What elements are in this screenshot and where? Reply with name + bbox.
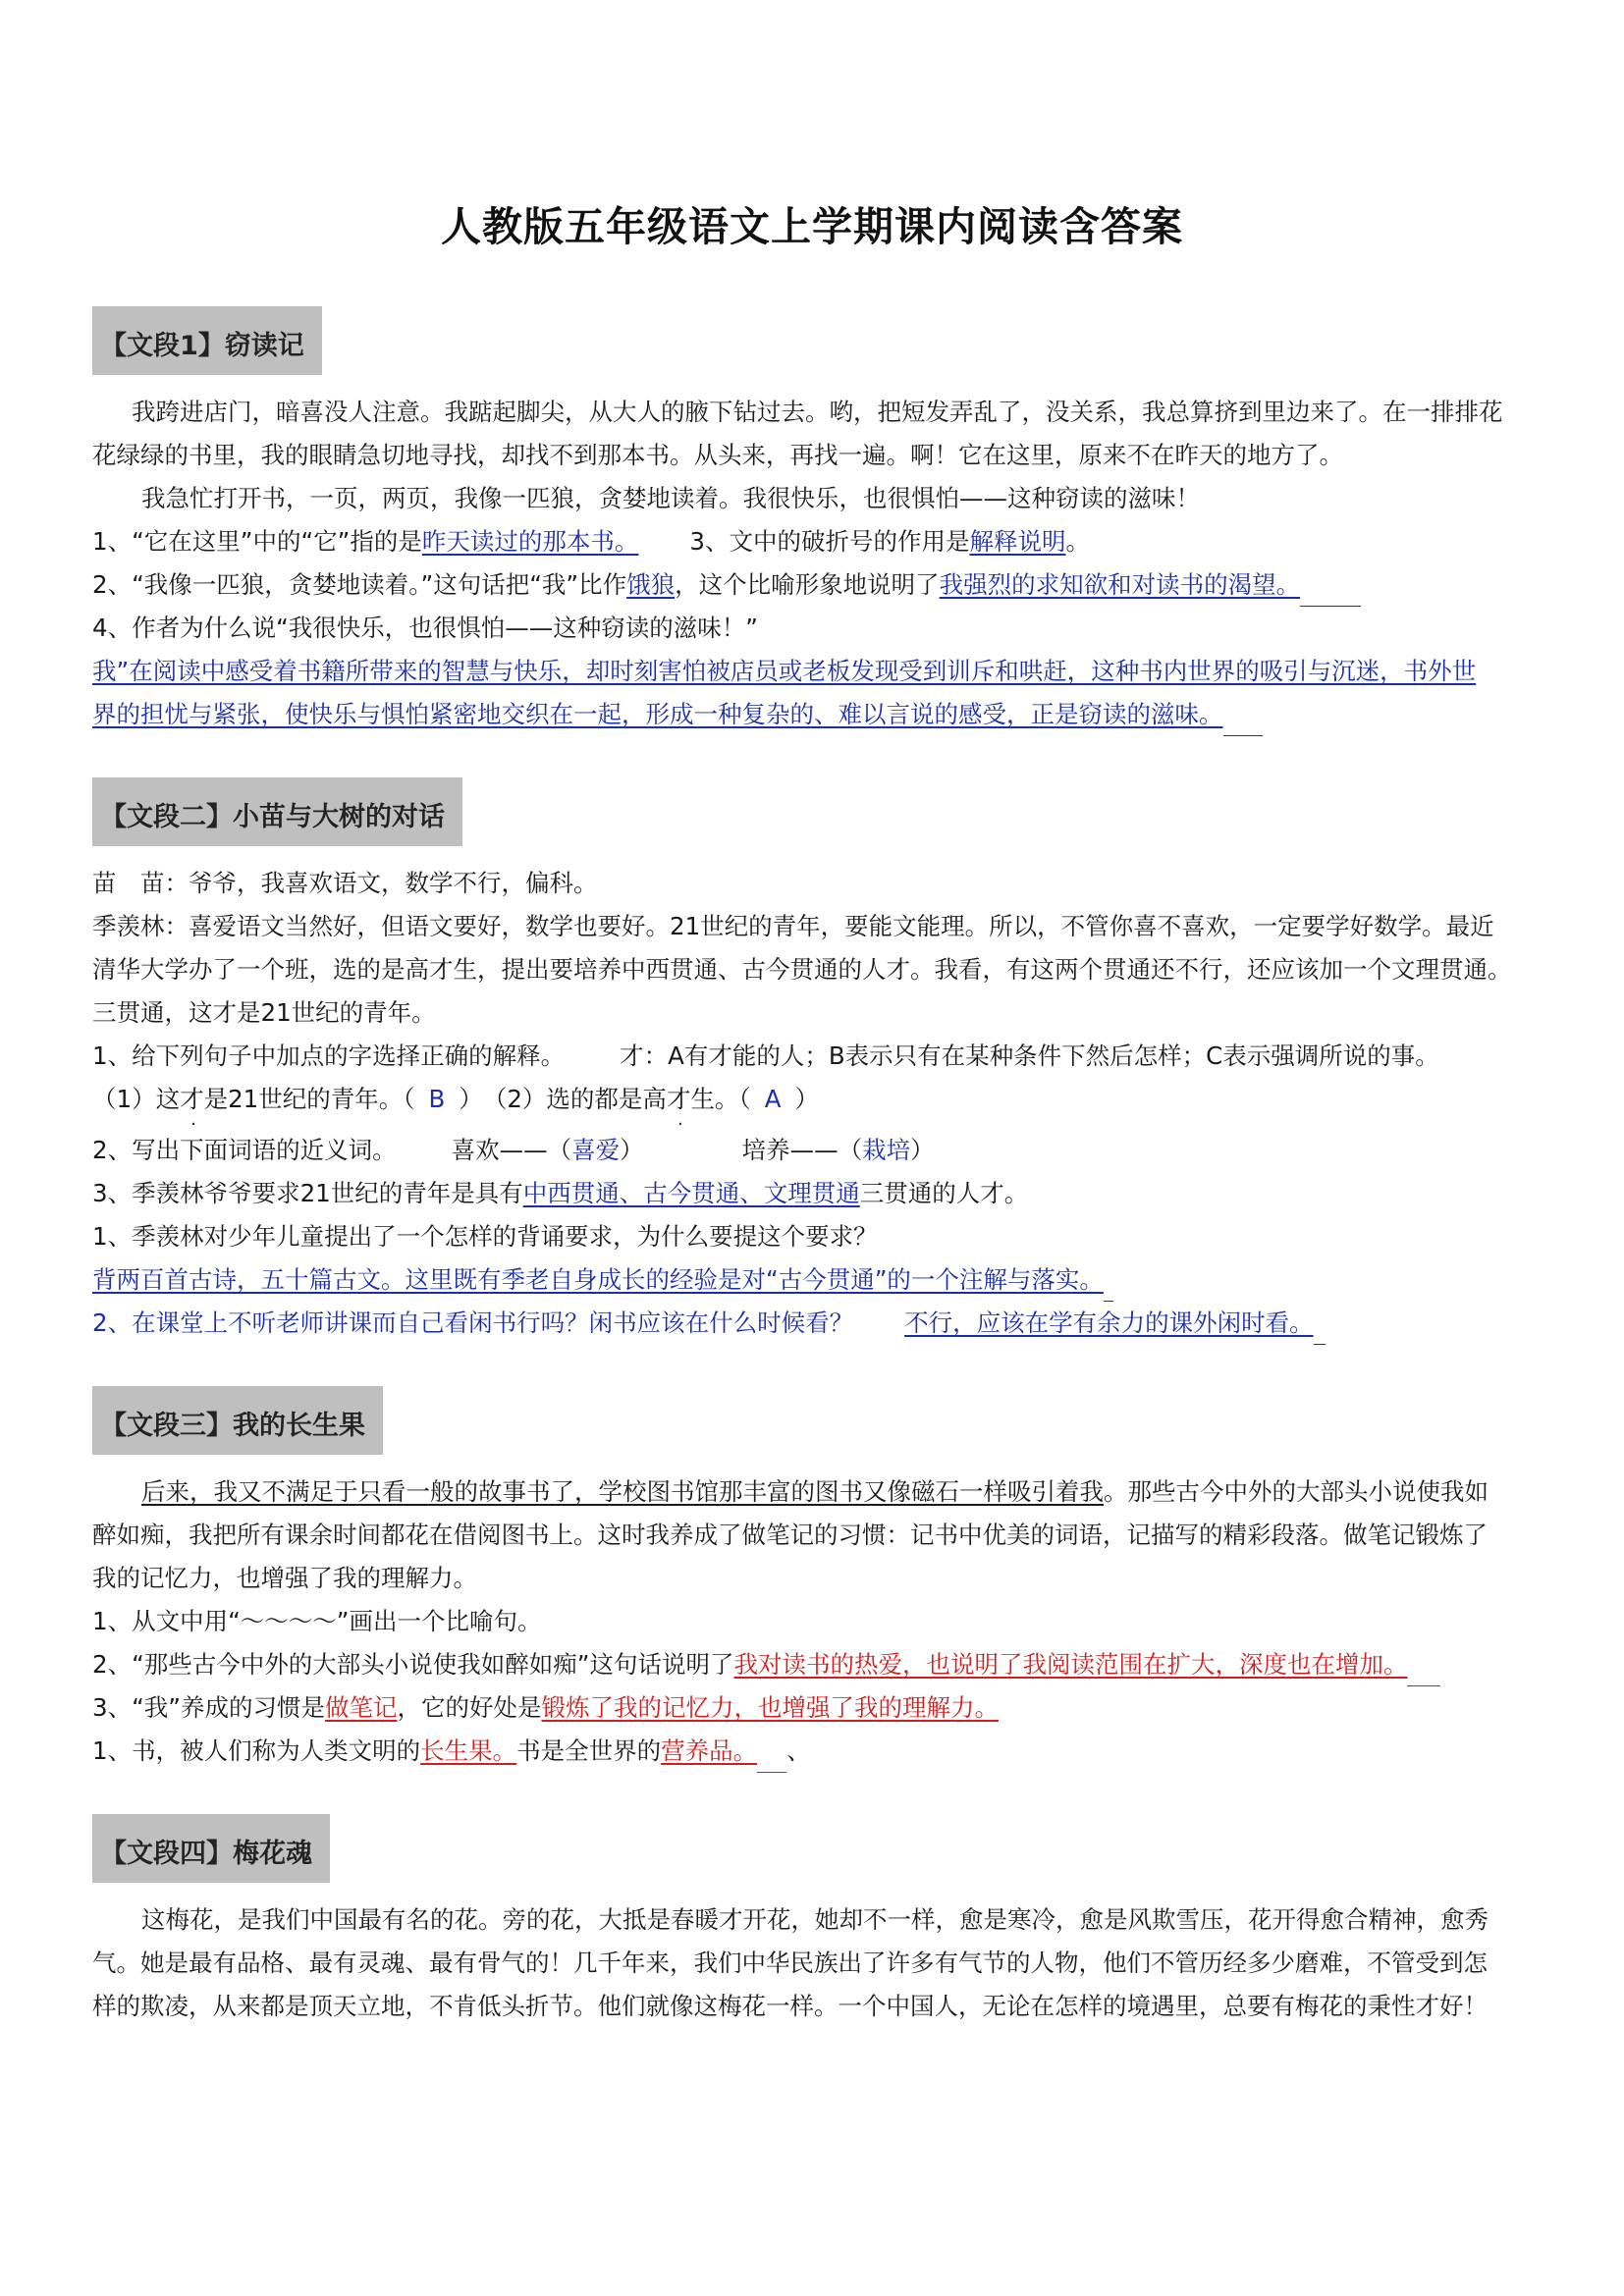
s2-answer-4 xyxy=(92,1258,1532,1302)
s1-a4-line-a: 我”在阅读中感受着书籍所带来的智慧与快乐，却时刻害怕被店员或老板发现受到训斥和哄赶，这种书内世界的吸引与沉迷，书外世 xyxy=(92,657,1477,685)
s1-q2-text-b: ，这个比喻形象地说明了 xyxy=(675,570,940,599)
s3-paragraph-1b: 醉如痴，我把所有课余时间都花在借阅图书上。这时我养成了做笔记的习惯：记书中优美的词语，记描写的精彩段落。做笔记锻炼了 xyxy=(92,1521,1488,1549)
s2-q3-text-a: 3、季羡林爷爷要求21世纪的青年是具有 xyxy=(92,1179,523,1207)
s2-q1-item2-dotted: 才 xyxy=(666,1085,691,1113)
s2-line-2b: 清华大学办了一个班，选的是高才生，提出要培养中西贯通、古今贯通的人才。我看，有这两个贯通还不行，还应该加一个文理贯通。 xyxy=(92,955,1512,984)
s2-q2-word2: 培养——（ xyxy=(741,1136,863,1164)
s2-line-2c: 三贯通，这才是21世纪的青年。 xyxy=(92,998,436,1027)
s3-q2-text: 2、“那些古今中外的大部头小说使我如醉如痴”这句话说明了 xyxy=(92,1650,734,1679)
s2-q1-item2-b: 生。（ xyxy=(690,1085,751,1113)
s3-q3-text-a: 3、“我”养成的习惯是 xyxy=(92,1693,325,1722)
s2-question-2 xyxy=(92,1129,1532,1172)
s2-q2-answer1: 喜爱 xyxy=(571,1136,621,1164)
page-title: 人教版五年级语文上学期课内阅读含答案 xyxy=(441,203,1183,250)
s1-q1-text: 1、“它在这里”中的“它”指的是 xyxy=(92,527,422,556)
s3-question-2 xyxy=(92,1643,1532,1686)
s2-q1-item2-a: ） （2）选的都是高 xyxy=(459,1085,667,1113)
s3-q4-text-a: 1、书，被人们称为人类文明的 xyxy=(92,1736,421,1765)
s2-question-3 xyxy=(92,1172,1532,1215)
s3-paragraph-1a-rest: 。那些古今中外的大部头小说使我如 xyxy=(1104,1477,1489,1506)
s1-q3-text: 3、文中的破折号的作用是 xyxy=(689,527,970,556)
s1-q3-end: 。 xyxy=(1065,527,1090,556)
s4-paragraph-1c: 样的欺凌，从来都是顶天立地，不肯低头折节。他们就像这梅花一样。一个中国人，无论在怎样的境遇里，总要有梅花的秉性才好！ xyxy=(92,1992,1488,2020)
s2-question-4: 1、季羡林对少年儿童提出了一个怎样的背诵要求，为什么要提这个要求？ xyxy=(92,1222,878,1251)
s1-a4-line-b: 界的担忧与紧张，使快乐与惧怕紧密地交织在一起，形成一种复杂的、难以言说的感受，正是窃读的滋味。 xyxy=(92,700,1223,728)
s3-metaphor-sentence: 后来，我又不满足于只看一般的故事书了，学校图书馆那丰富的图书又像磁石一样吸引着我 xyxy=(141,1477,1104,1506)
s2-line-2a: 季羡林：喜爱语文当然好，但语文要好，数学也要好。21世纪的青年，要能文能理。所以，不管你喜不喜欢，一定要学好数学。最近 xyxy=(92,912,1494,940)
s2-q1-item1-dotted: 才 xyxy=(180,1085,204,1113)
s2-a4-text: 背两百首古诗，五十篇古文。这里既有季老自身成长的经验是对“古今贯通”的一个注解与落实。 xyxy=(92,1265,1104,1294)
s3-question-3 xyxy=(92,1686,1532,1730)
s2-q2-text: 2、写出下面词语的近义词。 xyxy=(92,1136,397,1164)
s2-q3-answer: 中西贯通、古今贯通、文理贯通 xyxy=(522,1179,860,1207)
s3-q4-answer-a: 长生果。 xyxy=(420,1736,517,1765)
s3-q2-answer: 我对读书的热爱，也说明了我阅读范围在扩大，深度也在增加。 xyxy=(733,1650,1408,1679)
section-heading-2: 【文段二】小苗与大树的对话 xyxy=(92,777,462,846)
section-heading-4: 【文段四】梅花魂 xyxy=(92,1814,330,1883)
s1-question-2 xyxy=(92,563,1532,607)
s3-q4-end: 、 xyxy=(786,1736,811,1765)
s1-question-1-3 xyxy=(92,520,1532,563)
s2-q3-text-b: 三贯通的人才。 xyxy=(859,1179,1029,1207)
s1-q1-answer: 昨天读过的那本书。 xyxy=(421,527,639,556)
s1-paragraph-1b: 花绿绿的书里，我的眼睛急切地寻找，却找不到那本书。从头来，再找一遍。啊！它在这里，原来不在昨天的地方了。 xyxy=(92,441,1343,469)
s2-q2-answer2: 栽培 xyxy=(862,1136,911,1164)
s1-question-4: 4、作者为什么说“我很快乐，也很惧怕——这种窃读的滋味！” xyxy=(92,614,758,642)
s4-paragraph-1b: 气。她是最有品格、最有灵魂、最有骨气的！几千年来，我们中华民族出了许多有气节的人物，他们不管历经多少磨难，不管受到怎 xyxy=(92,1949,1488,1977)
s3-question-1: 1、从文中用“～～～～”画出一个比喻句。 xyxy=(92,1607,542,1635)
s2-q1-options: 才：A有才能的人；B表示只有在某种条件下然后怎样；C表示强调所说的事。 xyxy=(620,1041,1439,1070)
section-heading-1: 【文段1】窃读记 xyxy=(92,306,322,375)
s2-q1-item1-answer: B xyxy=(428,1085,446,1113)
s3-paragraph-1c: 我的记忆力，也增强了我的理解力。 xyxy=(92,1564,477,1592)
s3-question-4 xyxy=(92,1730,1532,1773)
s3-q3-text-b: ，它的好处是 xyxy=(397,1693,542,1722)
s1-answer-4a xyxy=(92,650,1532,693)
s2-q2-word1: 喜欢——（ xyxy=(451,1136,572,1164)
s2-q1-item2-c: ） xyxy=(794,1085,819,1113)
s1-q2-text-a: 2、“我像一匹狼，贪婪地读着。”这句话把“我”比作 xyxy=(92,570,627,599)
s1-paragraph-2: 我急忙打开书，一页，两页，我像一匹狼，贪婪地读着。我很快乐，也很惧怕——这种窃读的滋味！ xyxy=(141,484,1200,512)
s2-q5-text: 2、在课堂上不听老师讲课而自己看闲书行吗？闲书应该在什么时候看？ xyxy=(92,1308,854,1337)
s3-q3-answer-a: 做笔记 xyxy=(324,1693,398,1722)
s2-question-1 xyxy=(92,1035,1532,1078)
s2-question-5 xyxy=(92,1302,1532,1345)
s3-q4-text-b: 书是全世界的 xyxy=(516,1736,662,1765)
s2-q5-answer: 不行，应该在学有余力的课外闲时看。 xyxy=(904,1308,1314,1337)
s2-q2-word1-end: ） xyxy=(620,1136,644,1164)
s2-line-1: 苗 苗：爷爷，我喜欢语文，数学不行，偏科。 xyxy=(92,869,598,897)
s3-paragraph-1a xyxy=(92,1470,1581,1514)
s3-q4-answer-b: 营养品。 xyxy=(661,1736,758,1765)
s1-q3-answer: 解释说明 xyxy=(969,527,1066,556)
s1-q2-answer-b: 我强烈的求知欲和对读书的渴望。 xyxy=(939,570,1301,599)
s2-q1-item2-answer: A xyxy=(764,1085,782,1113)
s2-q1-text: 1、给下列句子中加点的字选择正确的解释。 xyxy=(92,1041,566,1070)
s1-paragraph-1a: 我跨进店门，暗喜没人注意。我踮起脚尖，从大人的腋下钻过去。哟，把短发弄乱了，没关系，我总算挤到里边来了。在一排排花 xyxy=(132,398,1503,426)
s1-answer-4b xyxy=(92,693,1532,736)
s1-q2-answer-a: 饿狼 xyxy=(626,570,676,599)
s4-paragraph-1a: 这梅花，是我们中国最有名的花。旁的花，大抵是春暖才开花，她却不一样，愈是寒冷，愈是风欺雪压，花开得愈合精神，愈秀 xyxy=(141,1905,1489,1934)
s2-question-1-items xyxy=(92,1078,1532,1121)
s3-q3-answer-b: 锻炼了我的记忆力，也增强了我的理解力。 xyxy=(541,1693,999,1722)
s2-q1-item1-b: 是21世纪的青年。（ xyxy=(203,1085,415,1113)
section-heading-3: 【文段三】我的长生果 xyxy=(92,1386,383,1455)
s2-q1-item1-a: （1）这 xyxy=(92,1085,181,1113)
s2-q2-word2-end: ） xyxy=(910,1136,935,1164)
